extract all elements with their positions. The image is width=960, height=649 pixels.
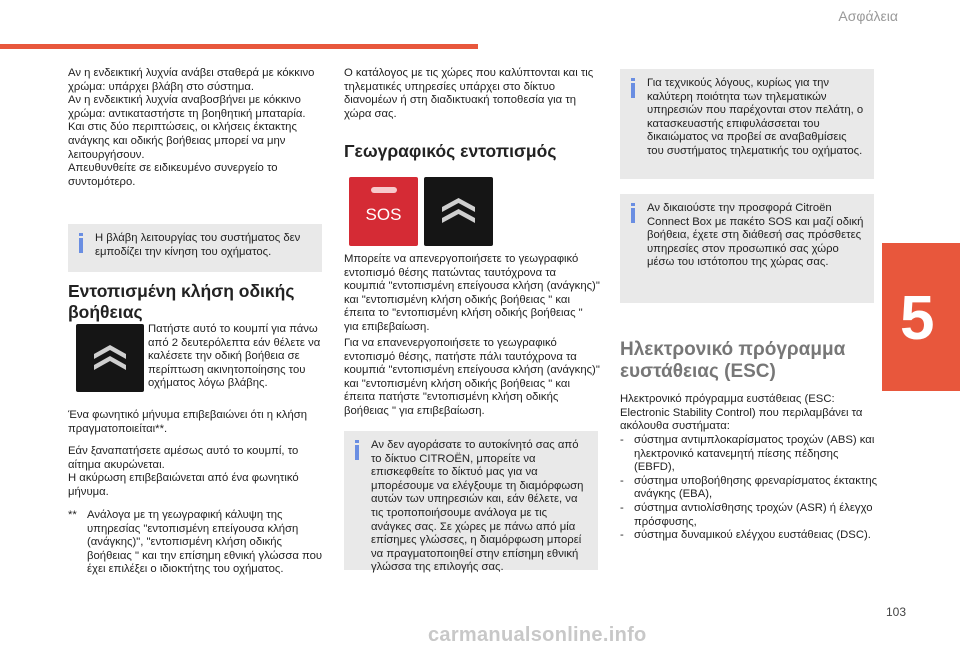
- col2-note-text: Αν δεν αγοράσατε το αυτοκίνητό σας από το δίκτυο CITROËN, μπορείτε να επισκεφθείτε το δίκτυό μας για να μπορέσουμε να ελέγξουμε τη διαμόρφωση αυτών των υπηρεσιών και, εάν θέλετε, να τις τροποποιήσουμε ανάλογα με τις ανάγκες σας. Σε χώρες με πάνω από μία επίσημες γλώσσες, η διαμόρφωση μπορεί να πραγματοποιηθεί στην επίσημη εθνική γλώσσα της επιλογής σας.: [371, 439, 584, 574]
- col3-note2-text: Αν δικαιούστε την προσφορά Citroën Connect Box με πακέτο SOS και μαζί οδική βοήθεια, έχετε στη διάθεσή σας πρόσθετες υπηρεσίες στον προσωπικό σας χώρο μέσω του ιστότοπου της χώρας σας.: [647, 202, 864, 269]
- esc-systems-list: [620, 434, 878, 543]
- assistance-button-image: [76, 324, 144, 392]
- col2-intro: Ο κατάλογος με τις χώρες που καλύπτονται και τις τηλεματικές υπηρεσίες υπάρχει στο δίκτυο διανομέων ή στη διαδικτυακή τοποθεσία για τη χώρα σας.: [344, 67, 594, 120]
- col3-note1-text: Για τεχνικούς λόγους, κυρίως για την καλύτερη ποιότητα των τηλεματικών υπηρεσιών που παρέχονται στον πελάτη, ο κατασκευαστής επιφυλάσσεται του δικαιώματος να προβεί σε αναβαθμίσεις του συστήματος τηλεματικής του οχήματος.: [647, 77, 864, 157]
- page-section-title: Ασφάλεια: [838, 8, 898, 24]
- section-title-geolocation: Γεωγραφικός εντοπισμός: [344, 141, 557, 161]
- col2-info-note: [344, 431, 598, 574]
- col1-para-cancel: Εάν ξαναπατήσετε αμέσως αυτό το κουμπί, το αίτημα ακυρώνεται. Η ακύρωση επιβεβαιώνεται από ένα φωνητικό μήνυμα.: [68, 445, 299, 498]
- sos-label: SOS: [365, 205, 402, 224]
- info-icon: [628, 78, 639, 98]
- col1-info-note: [68, 224, 322, 272]
- col3-info-note-connect-box: [620, 194, 874, 303]
- col1-note-text: Η βλάβη λειτουργίας του συστήματος δεν εμποδίζει την κίνηση του οχήματος.: [95, 232, 301, 258]
- watermark: carmanualsonline.info: [428, 624, 647, 646]
- info-icon: [352, 440, 363, 460]
- section-title-roadside-call: Εντοπισμένη κλήση οδικής βοήθειας: [68, 281, 295, 322]
- footnote-text: Ανάλογα με τη γεωγραφική κάλυψη της υπηρεσίας "εντοπισμένη επείγουσα κλήση (ανάγκης)", "εντοπισμένη κλήση οδικής βοήθειας " και την επίσημη εθνική γλώσσα που έχει επιλέξει ο ιδιοκτήτης του οχήματος.: [87, 509, 323, 576]
- list-item: - σύστημα αντιμπλοκαρίσματος τροχών (ABS) και ηλεκτρονικό κατανεμητή πίεσης πέδησης (EBFD),: [620, 434, 878, 475]
- col1-para-confirm: Ένα φωνητικό μήνυμα επιβεβαιώνει ότι η κλήση πραγματοποιείται**.: [68, 409, 308, 435]
- info-icon: [628, 203, 639, 223]
- list-item: - σύστημα υποβοήθησης φρεναρίσματος έκτακτης ανάγκης (EBA),: [620, 475, 878, 502]
- esc-intro: Ηλεκτρονικό πρόγραμμα ευστάθειας (ESC: Electronic Stability Control) που περιλαμβάνει τα ακόλουθα συστήματα:: [620, 393, 863, 433]
- chapter-number: 5: [900, 284, 935, 353]
- top-accent-bar: [0, 44, 478, 49]
- page-number: 103: [886, 605, 907, 619]
- sos-button-image: [349, 177, 418, 246]
- col2-para-reactivate: Για να επανενεργοποιήσετε το γεωγραφικό εντοπισμό θέσης, πατήστε πάλι ταυτόχρονα τα κουμπιά "εντοπισμένη επείγουσα κλήση (ανάγκης)" και "εντοπισμένη κλήση οδικής βοήθειας " και έπειτα πατήστε "εντοπισμένη κλήση οδικής βοήθειας " για επιβεβαίωση.: [344, 337, 600, 417]
- assistance-button-description: Πατήστε αυτό το κουμπί για πάνω από 2 δευτερόλεπτα εάν θέλετε να καλέσετε την οδική βοήθεια σε περίπτωση ακινητοποίησης του οχήματος λόγω βλάβης.: [148, 323, 321, 390]
- footnote-marker: **: [68, 509, 77, 521]
- chapter-tab: [882, 243, 960, 391]
- col1-intro: Αν η ενδεικτική λυχνία ανάβει σταθερά με κόκκινο χρώμα: υπάρχει βλάβη στο σύστημα. Αν η ενδεικτική λυχνία αναβοσβήνει με κόκκινο χρώμα: αντικαταστήστε τη βοηθητική μπαταρία. Και στις δύο περιπτώσεις, οι κλήσεις έκτακτης ανάγκης και οδικής βοήθειας μπορεί να μην λειτουργήσουν. Απευθυνθείτε σε ειδικευμένο συνεργείο το συντομότερο.: [68, 67, 315, 188]
- chevrons-icon: [76, 324, 144, 392]
- assistance-button-image-2: [424, 177, 493, 246]
- info-icon: [76, 233, 87, 253]
- list-item: - σύστημα δυναμικού ελέγχου ευστάθειας (DSC).: [620, 529, 878, 543]
- chevrons-icon: [424, 177, 493, 246]
- list-item: - σύστημα αντιολίσθησης τροχών (ASR) ή έλεγχο πρόσφυσης,: [620, 502, 878, 529]
- col2-para-deactivate: Μπορείτε να απενεργοποιήσετε το γεωγραφικό εντοπισμό θέσης πατώντας ταυτόχρονα τα κουμπιά "εντοπισμένη επείγουσα κλήση (ανάγκης)" και "εντοπισμένη κλήση οδικής βοήθειας " και έπειτα το "εντοπισμένη κλήση οδικής βοήθειας " για επιβεβαίωση.: [344, 253, 600, 333]
- section-title-esc: Ηλεκτρονικό πρόγραμμα ευστάθειας (ESC): [620, 339, 846, 382]
- col3-info-note-technical: [620, 69, 874, 179]
- sos-button-slot: [371, 187, 397, 193]
